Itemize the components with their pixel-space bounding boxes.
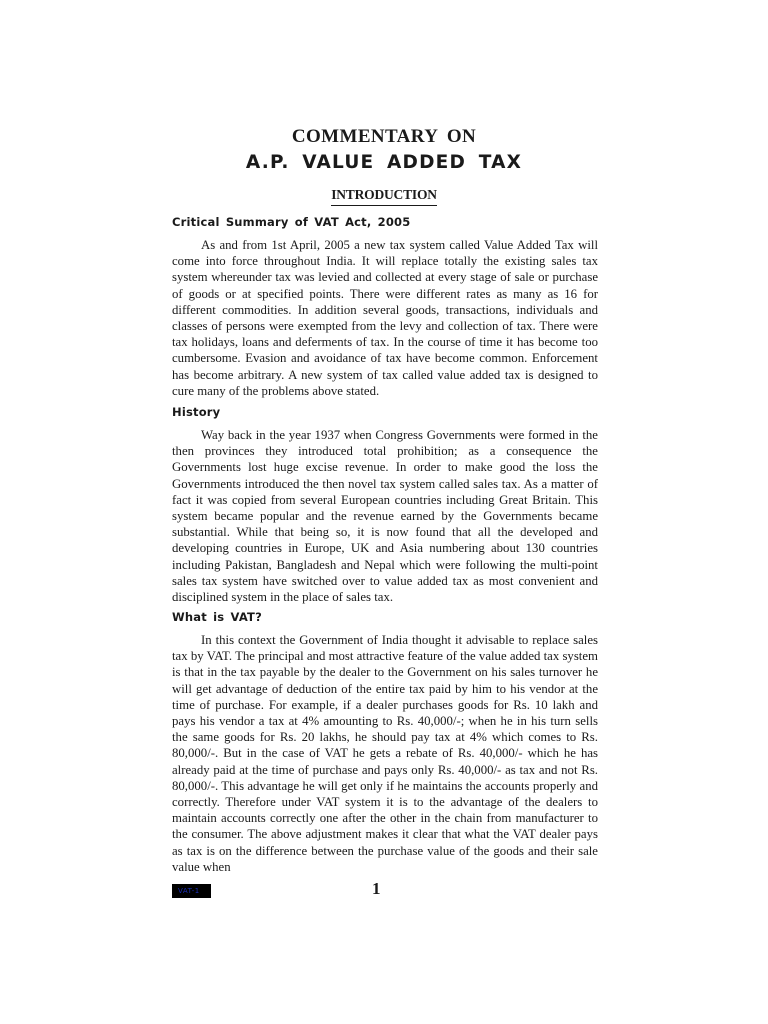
heading-critical-summary: Critical Summary of VAT Act, 2005 <box>172 215 411 229</box>
document-title-line-1: COMMENTARY ON <box>291 126 477 147</box>
page-number: 1 <box>372 879 381 898</box>
section-title <box>0 187 768 206</box>
heading-what-is-vat: What is VAT? <box>172 610 262 624</box>
document-title-line-2: A.P. VALUE ADDED TAX <box>245 152 523 173</box>
paragraph-history: Way back in the year 1937 when Congress Governments were formed in the then provinces they introduced total prohibition; as a consequence the Governments lost huge excise revenue. In order to make good the loss the Governments introduced the then novel tax system called sales tax. As a matter of fact it was copied from several European countries including Great Britain. This system became popular and the revenue earned by the Governments became substantial. While that being so, it is now found that all the developed and developing countries in Europe, UK and Asia numbering about 130 countries including Pakistan, Bangladesh and Nepal which were following the multi-point sales tax system have switched over to value added tax as most convenient and disciplined system in the place of sales tax. <box>172 428 598 605</box>
paragraph-critical-summary: As and from 1st April, 2005 a new tax system called Value Added Tax will come into force throughout India. It will replace totally the existing sales tax system whereunder tax was levied and collected at every stage of sale or purchase of goods or at specified points. There were different rates as many as 16 for different commodities. In addition several goods, transactions, individuals and classes of persons were exempted from the levy and collection of tax. There were tax holidays, loans and deferments of tax. In the course of time it has become too cumbersome. Evasion and avoidance of tax have become common. Enforcement has become arbitrary. A new system of tax called value added tax is designed to cure many of the problems above stated. <box>172 238 598 398</box>
heading-history: History <box>172 405 221 419</box>
footer-badge-text: VAT-1 <box>178 887 200 895</box>
section-title-text: INTRODUCTION <box>331 187 437 206</box>
footer-badge <box>172 884 211 898</box>
paragraph-what-is-vat: In this context the Government of India thought it advisable to replace sales tax by VAT. The principal and most attractive feature of the value added tax system is that in the tax payable by the dealer to the Government on his sales turnover he will get advantage of deduction of the entire tax paid by him to his vendor at the time of purchase. For example, if a dealer purchases goods for Rs. 10 lakh and pays his vendor a tax at 4% amounting to Rs. 40,000/-; when he in his turn sells the same goods for Rs. 20 lakhs, he should pay tax at 4% which comes to Rs. 80,000/-. But in the case of VAT he gets a rebate of Rs. 40,000/- which he has already paid at the time of purchase and pays only Rs. 40,000/- as tax and not Rs. 80,000/-. This advantage he will get only if he maintains the accounts properly and correctly. Therefore under VAT system it is to the advantage of the dealers to maintain accounts correctly one after the other in the chain from manufacturer to the consumer. The above adjustment makes it clear that what the VAT dealer pays as tax is on the difference between the purchase value of the goods and their sale value when <box>172 633 598 874</box>
